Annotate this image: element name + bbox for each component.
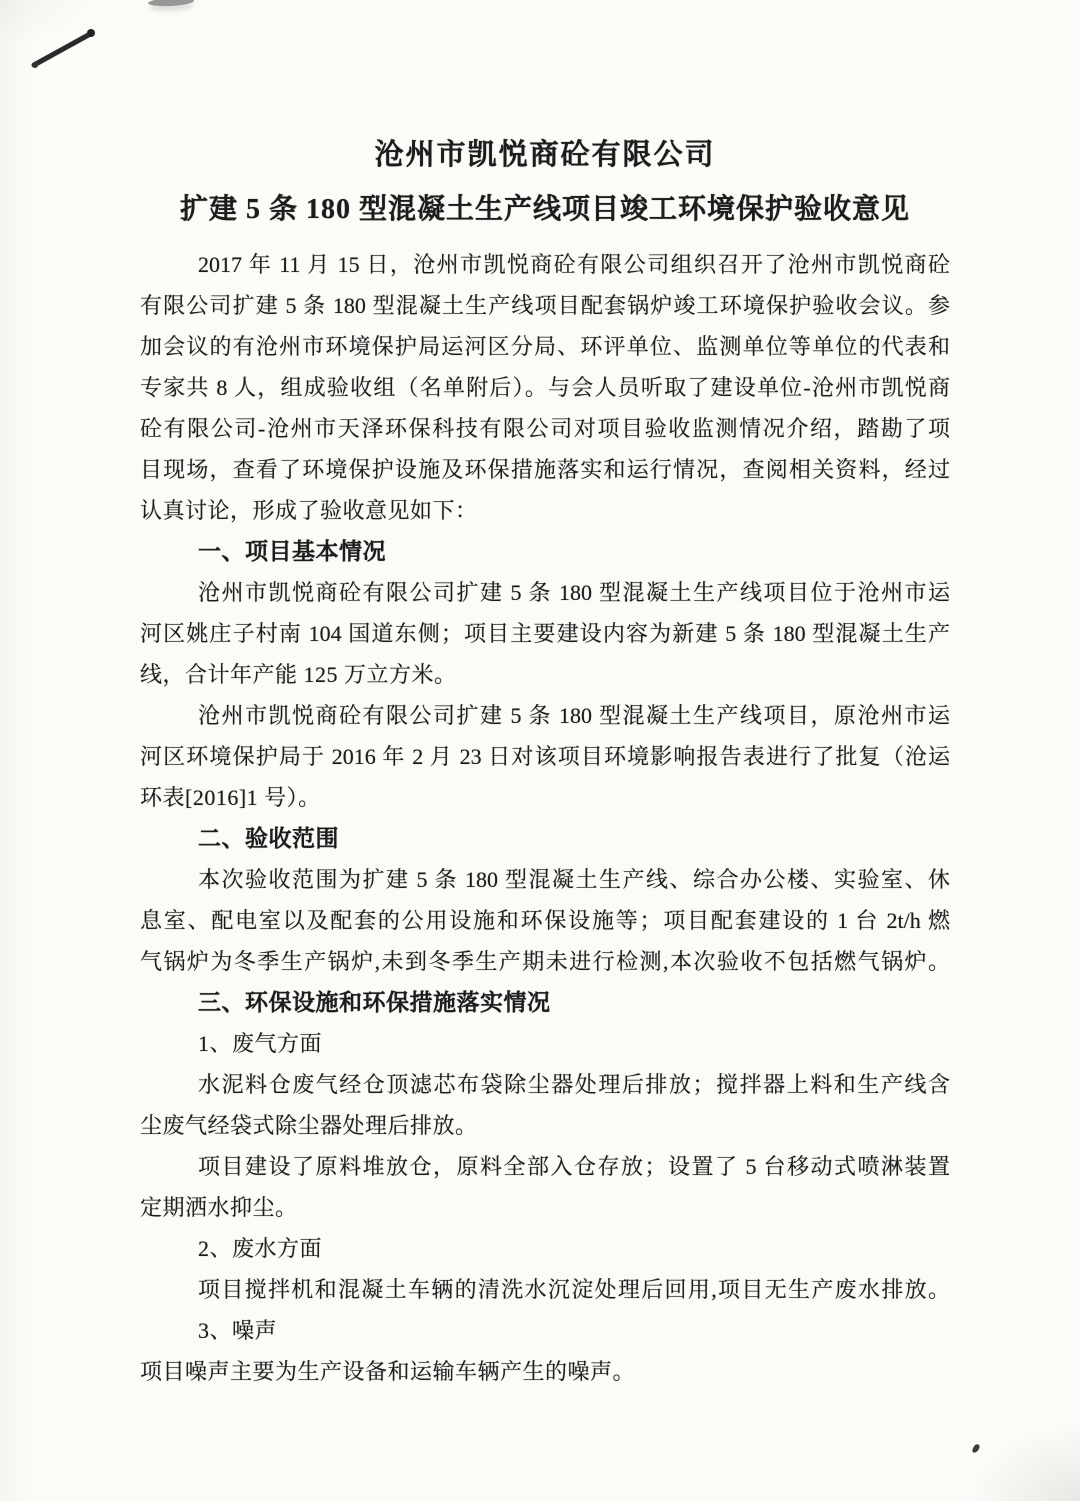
text-line: 项目噪声主要为生产设备和运输车辆产生的噪声。	[140, 1359, 636, 1384]
document-body	[140, 244, 950, 1392]
text-line: 有限公司扩建 5 条 180 型混凝土生产线项目配套锅炉竣工环境保护验收会议。参	[140, 293, 950, 318]
text-line: 河区姚庄子村南 104 国道东侧；项目主要建设内容为新建 5 条 180 型混凝土生产	[140, 621, 950, 646]
text-line: 项目搅拌机和混凝土车辆的清洗水沉淀处理后回用,项目无生产废水排放。	[198, 1277, 950, 1302]
text-line: 息室、配电室以及配套的公用设施和环保设施等；项目配套建设的 1 台 2t/h 燃	[140, 908, 950, 933]
numbered-subheading: 1、废气方面	[198, 1031, 323, 1056]
numbered-subheading: 3、噪声	[198, 1318, 278, 1343]
text-line: 沧州市凯悦商砼有限公司扩建 5 条 180 型混凝土生产线项目位于沧州市运	[198, 580, 950, 605]
ink-speck-mark	[972, 1443, 980, 1453]
section-heading: 三、环保设施和环保措施落实情况	[198, 990, 551, 1015]
text-line: 项目建设了原料堆放仓，原料全部入仓存放；设置了 5 台移动式喷淋装置	[198, 1154, 950, 1179]
document-subtitle: 扩建 5 条 180 型混凝土生产线项目竣工环境保护验收意见	[179, 194, 910, 225]
text-line: 专家共 8 人，组成验收组（名单附后）。与会人员听取了建设单位-沧州市凯悦商	[140, 375, 950, 400]
text-line: 本次验收范围为扩建 5 条 180 型混凝土生产线、综合办公楼、实验室、休	[198, 867, 950, 892]
text-line: 加会议的有沧州市环境保护局运河区分局、环评单位、监测单位等单位的代表和	[140, 334, 950, 359]
text-line: 气锅炉为冬季生产锅炉,未到冬季生产期未进行检测,本次验收不包括燃气锅炉。	[140, 949, 950, 974]
section-heading: 一、项目基本情况	[198, 539, 386, 564]
text-line: 定期洒水抑尘。	[140, 1195, 298, 1220]
text-line: 线，合计年产能 125 万立方米。	[140, 662, 457, 687]
document-content	[140, 0, 950, 1392]
text-line: 2017 年 11 月 15 日，沧州市凯悦商砼有限公司组织召开了沧州市凯悦商砼	[198, 252, 950, 277]
document-title: 沧州市凯悦商砼有限公司	[374, 139, 716, 171]
text-line: 砼有限公司-沧州市天泽环保科技有限公司对项目验收监测情况介绍，踏勘了项	[140, 416, 950, 441]
text-line: 环表[2016]1 号）。	[140, 785, 321, 810]
numbered-subheading: 2、废水方面	[198, 1236, 323, 1261]
text-line: 认真讨论，形成了验收意见如下：	[140, 498, 478, 523]
text-line: 目现场，查看了环境保护设施及环保措施落实和运行情况，查阅相关资料，经过	[140, 457, 950, 482]
section-heading: 二、验收范围	[198, 826, 339, 851]
text-line: 尘废气经袋式除尘器处理后排放。	[140, 1113, 478, 1138]
text-line: 水泥料仓废气经仓顶滤芯布袋除尘器处理后排放；搅拌器上料和生产线含	[198, 1072, 950, 1097]
text-line: 河区环境保护局于 2016 年 2 月 23 日对该项目环境影响报告表进行了批复（沧运	[140, 744, 950, 769]
pen-stroke-mark	[28, 25, 102, 73]
text-line: 沧州市凯悦商砼有限公司扩建 5 条 180 型混凝土生产线项目，原沧州市运	[198, 703, 950, 728]
